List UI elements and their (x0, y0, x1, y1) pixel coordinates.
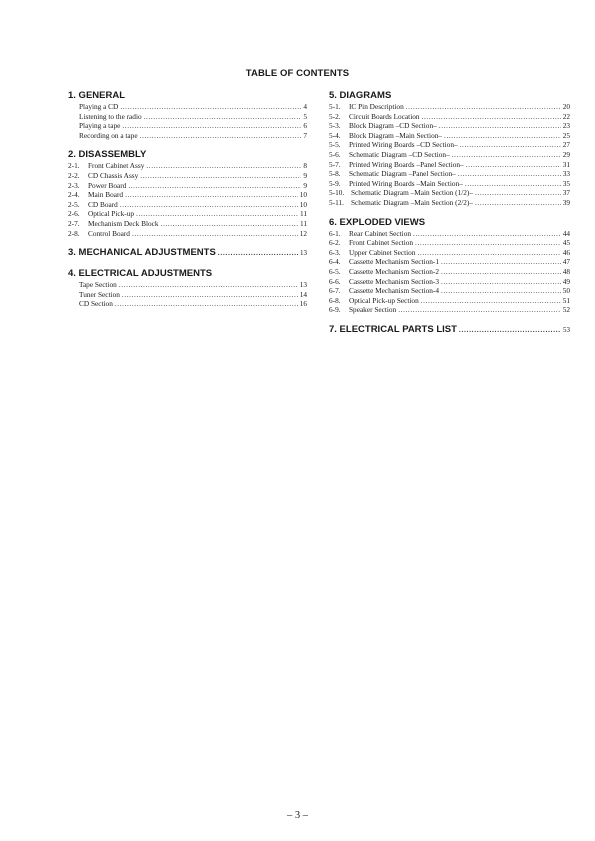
toc-entry-page: 39 (562, 197, 570, 207)
dot-leader (441, 267, 561, 277)
toc-entry-title: Block Diagram –Main Section– (349, 130, 443, 140)
toc-entry-page: 13 (300, 249, 307, 258)
toc-entry[interactable] (329, 188, 570, 198)
section-diagrams-list (329, 102, 570, 208)
toc-entry-title: Main Board (88, 190, 124, 200)
dot-leader (122, 121, 301, 131)
toc-entry-title: Playing a CD (79, 102, 119, 111)
toc-entry[interactable] (68, 121, 307, 131)
dot-leader (122, 290, 298, 300)
toc-entry-title: Schematic Diagram –Main Section (2/2)– (351, 197, 473, 207)
dot-leader (452, 150, 561, 160)
toc-entry-page: 6 (303, 121, 307, 131)
toc-entry[interactable] (68, 200, 307, 210)
section-diagrams (329, 90, 570, 208)
toc-entry-title: Front Cabinet Section (349, 238, 414, 248)
section-disassembly-list (68, 161, 307, 238)
dot-leader (460, 140, 561, 150)
toc-entry[interactable] (329, 121, 570, 131)
toc-entry-page: 51 (562, 295, 570, 305)
section-electrical-adjustments-list (68, 280, 307, 309)
toc-entry-page: 44 (562, 228, 570, 238)
section-heading-general[interactable]: 1. GENERAL (68, 90, 126, 101)
dot-leader (415, 238, 561, 248)
page-number: – 3 – (287, 810, 308, 821)
dot-leader (125, 190, 298, 200)
toc-entry-code: 5-4. (329, 130, 341, 140)
dot-leader (444, 131, 561, 141)
toc-entry-title: Schematic Diagram –CD Section– (349, 149, 450, 159)
toc-entry[interactable] (68, 299, 307, 309)
toc-entry-code: 2-8. (68, 228, 80, 238)
dot-leader (421, 296, 561, 306)
toc-entry-page: 9 (303, 180, 307, 190)
toc-entry[interactable] (68, 161, 307, 171)
toc-left-column (68, 90, 307, 318)
toc-entry[interactable] (329, 238, 570, 248)
toc-entry-code: 6-5. (329, 266, 341, 276)
toc-entry[interactable] (329, 198, 570, 208)
toc-entry-title: IC Pin Description (349, 102, 404, 111)
toc-entry[interactable] (329, 102, 570, 112)
toc-entry-page: 22 (562, 111, 570, 121)
dot-leader (413, 229, 561, 239)
toc-entry-code: 2-3. (68, 180, 80, 190)
toc-entry-page: 27 (562, 140, 570, 150)
toc-entry-page: 31 (562, 159, 570, 169)
toc-entry[interactable] (329, 257, 570, 267)
section-heading-electrical-adjustments[interactable]: 4. ELECTRICAL ADJUSTMENTS (68, 268, 213, 280)
toc-entry[interactable] (329, 150, 570, 160)
toc-entry[interactable] (329, 286, 570, 296)
toc-entry-title: Printed Wiring Boards –Main Section– (349, 178, 463, 188)
toc-entry-page: 48 (562, 266, 570, 276)
toc-entry[interactable] (329, 169, 570, 179)
toc-entry-code: 5-11. (329, 197, 344, 207)
toc-entry-code: 6-9. (329, 305, 341, 315)
toc-entry-title: Printed Wiring Boards –CD Section– (349, 140, 458, 150)
dot-leader (441, 286, 561, 296)
toc-entry[interactable] (68, 181, 307, 191)
toc-entry[interactable] (68, 280, 307, 290)
toc-entry[interactable] (329, 305, 570, 315)
section-exploded-views (329, 217, 570, 315)
section-heading-diagrams[interactable]: 5. DIAGRAMS (329, 90, 392, 101)
toc-entry-page: 11 (299, 209, 307, 219)
toc-entry-page: 47 (562, 257, 570, 267)
dot-leader (136, 209, 298, 219)
section-heading-exploded-views[interactable]: 6. EXPLODED VIEWS (329, 216, 426, 228)
toc-entry-title: Recording on a tape (79, 130, 138, 140)
dot-leader (128, 181, 301, 191)
dot-leader (441, 277, 561, 287)
toc-entry-title: Mechanism Deck Block (88, 218, 159, 228)
toc-entry-title: Power Board (88, 180, 127, 190)
dot-leader (439, 121, 561, 131)
toc-entry-code: 2-6. (68, 209, 80, 219)
toc-entry-title: Speaker Section (349, 305, 397, 315)
toc-entry-page: 29 (562, 149, 570, 159)
section-heading-disassembly[interactable]: 2. DISASSEMBLY (68, 149, 147, 161)
toc-entry-page: 14 (299, 289, 307, 299)
section-general-list (68, 102, 307, 140)
toc-entry-title: Block Diagram –CD Section– (349, 121, 437, 131)
dot-leader (115, 299, 298, 309)
dot-leader (140, 131, 302, 141)
toc-entry[interactable] (329, 160, 570, 170)
toc-entry-page: 4 (303, 102, 307, 111)
toc-entry[interactable] (68, 190, 307, 200)
section-disassembly (68, 149, 307, 238)
toc-entry-title: Tuner Section (79, 289, 120, 299)
toc-entry-title: Cassette Mechanism Section-4 (349, 286, 439, 296)
toc-entry[interactable] (68, 131, 307, 141)
toc-entry[interactable] (329, 296, 570, 306)
toc-entry-page: 46 (562, 247, 570, 257)
dot-leader (459, 325, 561, 337)
toc-entry-page: 8 (303, 161, 307, 171)
section-heading-mechanical-adjustments: 3. MECHANICAL ADJUSTMENTS (68, 247, 216, 259)
toc-entry[interactable] (329, 112, 570, 122)
toc-entry-code: 5-1. (329, 102, 341, 111)
toc-entry-page: 50 (562, 286, 570, 296)
toc-entry-code: 6-6. (329, 276, 341, 286)
toc-entry[interactable] (329, 267, 570, 277)
toc-entry-code: 6-2. (329, 238, 341, 248)
toc-entry-code: 6-1. (329, 228, 341, 238)
toc-entry-page: 25 (562, 130, 570, 140)
toc-entry-title: CD Board (88, 199, 118, 209)
dot-leader (218, 248, 298, 260)
toc-entry-code: 5-6. (329, 149, 341, 159)
toc-entry-title: Control Board (88, 228, 130, 238)
toc-entry-page: 23 (562, 121, 570, 131)
toc-entry[interactable] (329, 324, 570, 336)
toc-entry-title: CD Section (79, 299, 113, 309)
toc-entry-code: 6-4. (329, 257, 341, 267)
toc-entry-title: Optical Pick-up (88, 209, 135, 219)
dot-leader (458, 169, 561, 179)
toc-entry-title: CD Chassis Assy (88, 170, 139, 180)
section-mechanical-adjustments (68, 247, 307, 259)
toc-entry-page: 45 (562, 238, 570, 248)
dot-leader (475, 198, 561, 208)
toc-entry-page: 11 (299, 218, 307, 228)
dot-leader (120, 102, 301, 112)
dot-leader (422, 112, 561, 122)
section-electrical-parts-list (329, 324, 570, 336)
toc-entry-page: 16 (299, 299, 307, 309)
toc-entry-code: 2-7. (68, 218, 80, 228)
toc-entry-code: 5-5. (329, 140, 341, 150)
toc-entry[interactable] (68, 209, 307, 219)
dot-leader (144, 112, 302, 122)
toc-entry[interactable] (68, 171, 307, 181)
toc-entry-code: 5-9. (329, 178, 341, 188)
toc-entry[interactable] (68, 290, 307, 300)
toc-entry-code: 5-8. (329, 169, 341, 179)
dot-leader (465, 179, 561, 189)
toc-entry-code: 2-4. (68, 190, 80, 200)
page-title: TABLE OF CONTENTS (245, 68, 350, 79)
toc-entry-title: Optical Pick-up Section (349, 295, 419, 305)
toc-entry-code: 5-2. (329, 111, 341, 121)
toc-entry-code: 5-3. (329, 121, 341, 131)
section-heading-electrical-parts-list: 7. ELECTRICAL PARTS LIST (329, 323, 457, 335)
toc-entry[interactable] (329, 277, 570, 287)
toc-entry[interactable] (68, 102, 307, 112)
toc-entry-title: Rear Cabinet Section (349, 228, 412, 238)
toc-entry[interactable] (329, 140, 570, 150)
toc-entry-code: 2-2. (68, 170, 80, 180)
toc-entry-page: 9 (303, 170, 307, 180)
dot-leader (417, 248, 560, 258)
toc-entry-code: 6-3. (329, 247, 341, 257)
toc-entry[interactable] (68, 229, 307, 239)
dot-leader (398, 305, 560, 315)
dot-leader (466, 160, 561, 170)
toc-entry-page: 52 (562, 305, 570, 315)
toc-entry-code: 5-10. (329, 188, 345, 198)
toc-entry-title: Printed Wiring Boards –Panel Section– (349, 159, 464, 169)
toc-entry-title: Cassette Mechanism Section-2 (349, 266, 439, 276)
toc-entry[interactable] (329, 248, 570, 258)
dot-leader (119, 280, 298, 290)
toc-entry-title: Circuit Boards Location (349, 111, 420, 121)
section-exploded-views-list (329, 229, 570, 315)
toc-entry[interactable] (68, 219, 307, 229)
dot-leader (406, 102, 561, 112)
toc-entry-title: Playing a tape (79, 121, 121, 131)
section-general (68, 90, 307, 140)
toc-entry-title: Schematic Diagram –Panel Section– (349, 169, 456, 179)
toc-entry-page: 13 (299, 280, 307, 290)
toc-entry-code: 6-8. (329, 295, 341, 305)
toc-entry-title: Tape Section (79, 280, 117, 290)
toc-entry[interactable] (68, 112, 307, 122)
toc-entry-page: 5 (303, 111, 307, 121)
toc-entry-title: Listening to the radio (79, 111, 142, 121)
toc-entry-title: Schematic Diagram –Main Section (1/2)– (351, 188, 473, 198)
dot-leader (475, 188, 561, 198)
toc-entry-page: 20 (562, 102, 570, 111)
toc-entry-code: 2-1. (68, 161, 80, 171)
toc-entry-page: 10 (299, 199, 307, 209)
toc-entry-title: Upper Cabinet Section (349, 247, 416, 257)
toc-entry-title: Cassette Mechanism Section-3 (349, 276, 439, 286)
toc-entry-code: 6-7. (329, 286, 341, 296)
toc-entry-code: 5-7. (329, 159, 341, 169)
toc-entry[interactable] (68, 247, 307, 259)
toc-entry[interactable] (329, 179, 570, 189)
dot-leader (120, 200, 298, 210)
toc-entry-page: 53 (563, 325, 570, 334)
toc-entry-page: 33 (562, 169, 570, 179)
dot-leader (441, 257, 561, 267)
toc-entry-page: 37 (562, 188, 570, 198)
dot-leader (132, 229, 298, 239)
toc-entry-page: 12 (299, 228, 307, 238)
toc-entry[interactable] (329, 131, 570, 141)
dot-leader (146, 161, 301, 171)
toc-entry-page: 49 (562, 276, 570, 286)
toc-entry-page: 7 (303, 130, 307, 140)
toc-entry-title: Cassette Mechanism Section-1 (349, 257, 439, 267)
toc-entry-title: Front Cabinet Assy (88, 161, 145, 171)
toc-entry[interactable] (329, 229, 570, 239)
dot-leader (140, 171, 301, 181)
toc-entry-page: 35 (562, 178, 570, 188)
toc-entry-page: 10 (299, 190, 307, 200)
toc-right-column (329, 90, 570, 345)
section-electrical-adjustments (68, 268, 307, 309)
dot-leader (161, 219, 298, 229)
toc-entry-code: 2-5. (68, 199, 80, 209)
